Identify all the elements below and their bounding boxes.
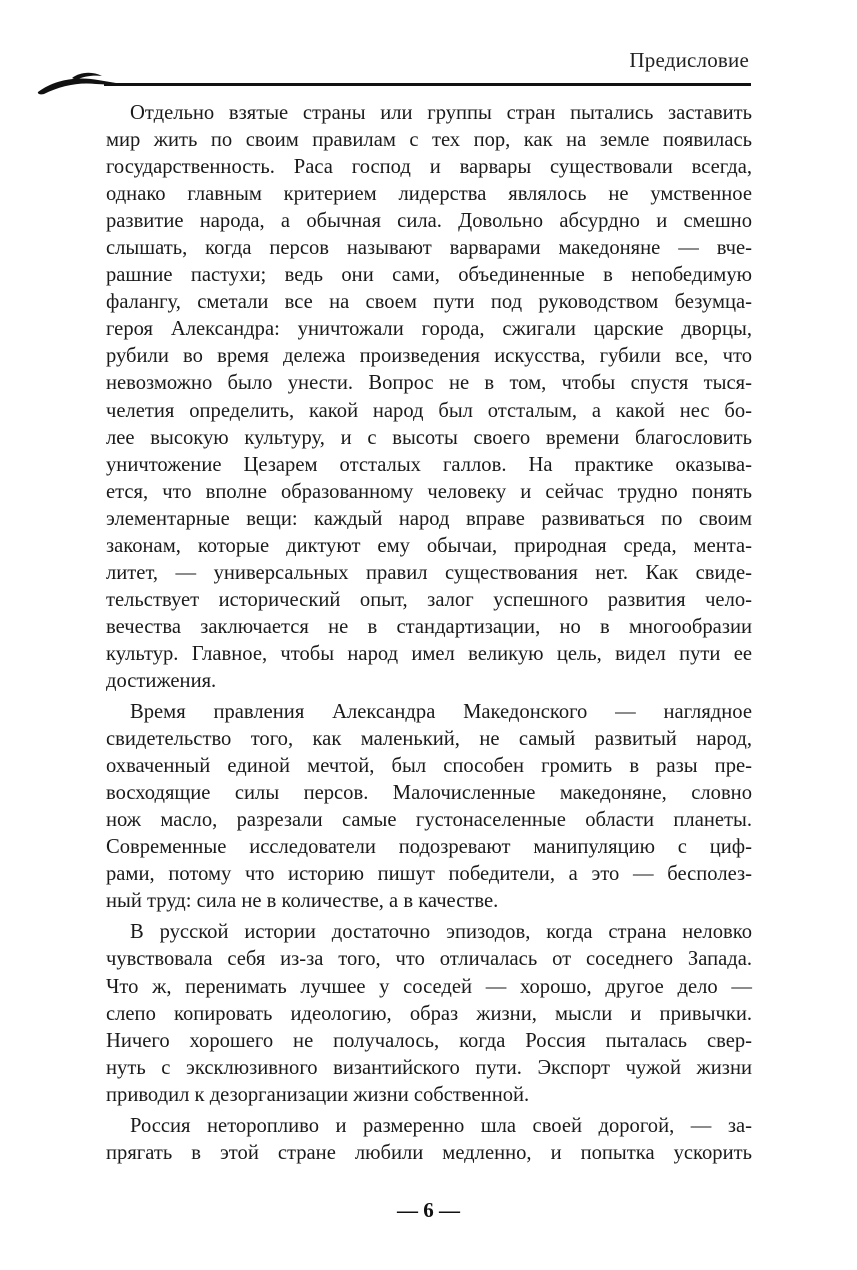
text-line: слышать, когда персов называют варварами македоняне — вче-: [106, 237, 752, 260]
paragraph: [106, 100, 752, 695]
text-line: тельствует исторический опыт, залог успешного развития чело-: [106, 588, 752, 611]
text-line: прягать в этой стране любили медленно, и попытка ускорить: [106, 1141, 752, 1164]
text-line: нож масло, разрезали самые густонаселенные области планеты.: [106, 809, 752, 832]
text-line: Ничего хорошего не получалось, когда Россия пыталась свер-: [106, 1029, 752, 1052]
text-line: В русской истории достаточно эпизодов, когда страна неловко: [130, 921, 752, 944]
text-line: охваченный единой мечтой, был способен громить в разы пре-: [106, 755, 752, 778]
text-line: нуть с эксклюзивного византийского пути. Экспорт чужой жизни: [106, 1056, 752, 1079]
text-line: Современные исследователи подозревают манипуляцию с циф-: [106, 836, 752, 859]
page-number: — 6 —: [397, 1198, 460, 1222]
text-line: Время правления Александра Македонского — наглядное: [130, 701, 752, 724]
text-line: ется, что вполне образованному человеку и сейчас трудно понять: [106, 480, 752, 503]
text-line: невозможно было унести. Вопрос не в том, чтобы спустя тыся-: [106, 372, 752, 395]
running-title: Предисловие: [629, 48, 749, 72]
text-line: рами, потому что историю пишут победители, а это — бесполез-: [106, 863, 752, 886]
header-rule: [104, 83, 751, 86]
text-line: законам, которые диктуют ему обычаи, природная среда, мента-: [106, 534, 752, 557]
text-line: однако главным критерием лидерства являлось не умственное: [106, 183, 752, 206]
paragraph: [106, 699, 752, 915]
text-line: челетия определить, какой народ был отсталым, а какой нес бо-: [106, 399, 752, 422]
text-line: героя Александра: уничтожали города, сжигали царские дворцы,: [106, 318, 752, 341]
text-line: рубили во время дележа произведения искусства, губили все, что: [106, 345, 752, 368]
text-line: Россия неторопливо и размеренно шла своей дорогой, — за-: [130, 1114, 752, 1137]
text-line: фалангу, сметали все на своем пути под руководством безумца-: [106, 291, 752, 314]
swash-ornament-icon: [36, 68, 116, 96]
text-line: восходящие силы персов. Малочисленные македоняне, словно: [106, 782, 752, 805]
text-line: Что ж, перенимать лучшее у соседей — хорошо, другое дело —: [106, 975, 752, 998]
text-line: уничтожение Цезарем отсталых галлов. На практике оказыва-: [106, 453, 752, 476]
body-text: [106, 100, 752, 1167]
text-line: мир жить по своим правилам с тех пор, как на земле появилась: [106, 129, 752, 152]
text-line: лее высокую культуру, и с высоты своего времени благословить: [106, 426, 752, 449]
text-line: развитие народа, а обычная сила. Довольно абсурдно и смешно: [106, 210, 752, 233]
paragraph: [106, 1113, 752, 1167]
text-line: культур. Главное, чтобы народ имел великую цель, видел пути ее: [106, 642, 752, 665]
text-line: слепо копировать идеологию, образ жизни, мысли и привычки.: [106, 1002, 752, 1025]
paragraph: [106, 919, 752, 1108]
text-line: рашние пастухи; ведь они сами, объединенные в непобедимую: [106, 264, 752, 287]
text-line: государственность. Раса господ и варвары существовали всегда,: [106, 156, 752, 179]
text-line: ный труд: сила не в количестве, а в качестве.: [106, 890, 499, 913]
text-line: элементарные вещи: каждый народ вправе развиваться по своим: [106, 507, 752, 530]
text-line: вечества заключается не в стандартизации, но в многообразии: [106, 615, 752, 638]
text-line: приводил к дезорганизации жизни собственной.: [106, 1083, 530, 1106]
text-line: достижения.: [106, 669, 217, 692]
text-line: литет, — универсальных правил существования нет. Как свиде-: [106, 561, 752, 584]
text-line: свидетельство того, как маленький, не самый развитый народ,: [106, 728, 752, 751]
text-line: чувствовала себя из-за того, что отличалась от соседнего Запада.: [106, 948, 752, 971]
text-line: Отдельно взятые страны или группы стран пытались заставить: [130, 102, 752, 124]
